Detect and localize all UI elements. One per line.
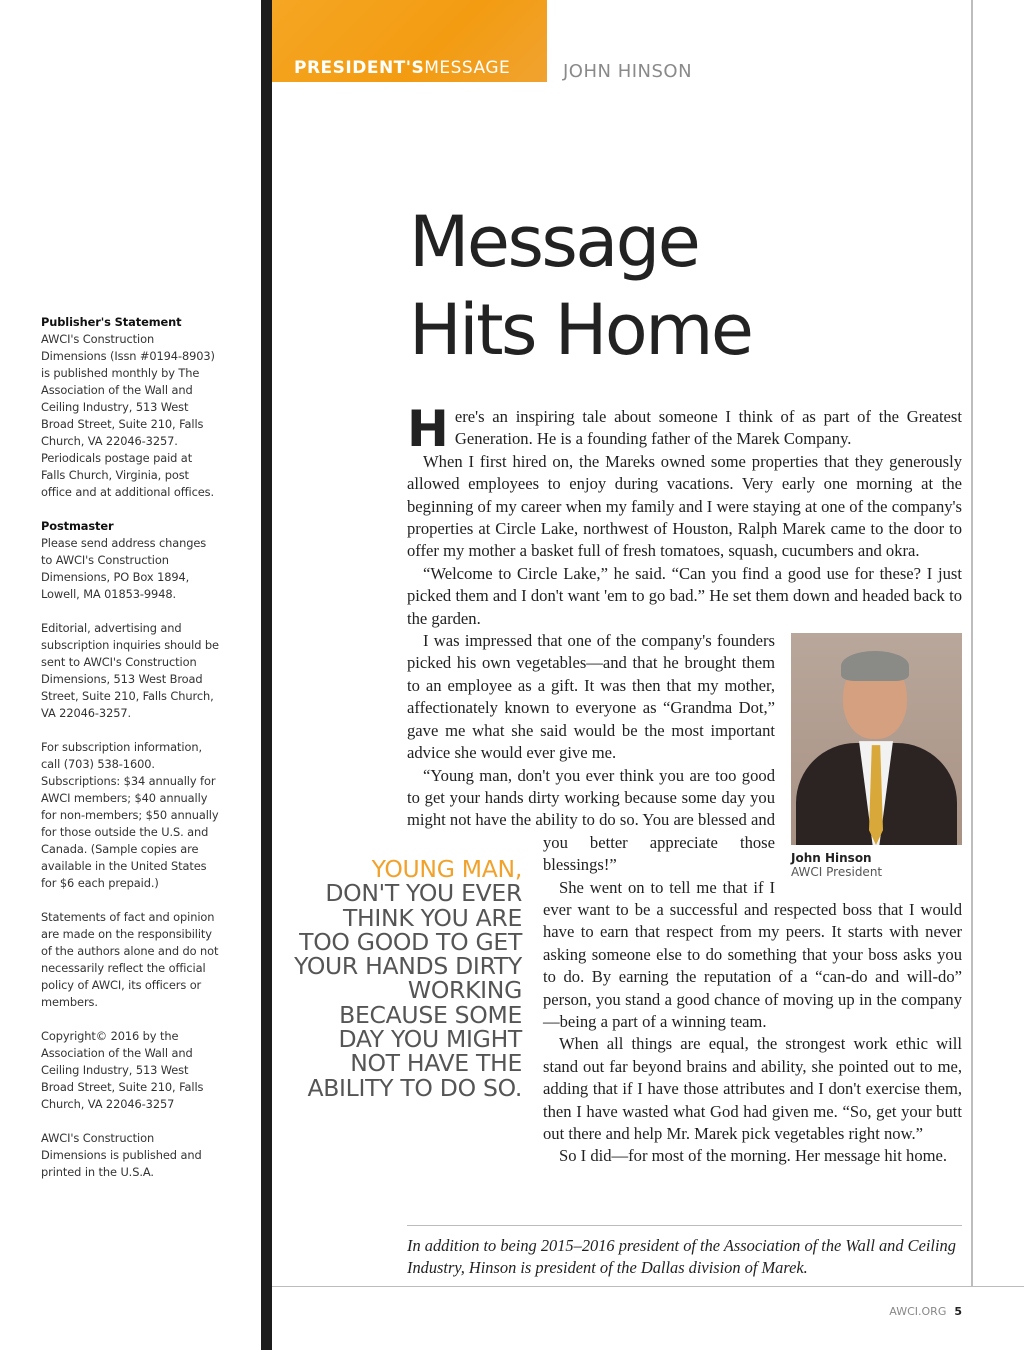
paragraph-3: “Welcome to Circle Lake,” he said. “Can you find a good use for these? I just picked them and I don't want 'em to go bad.” He set them down and headed back to the garden. [407, 563, 962, 628]
subscription-text: For subscription information, call (703) 538-1600. Subscriptions: $34 annually for AWCI members; $40 annually for non-members; $50 annually for those outside the U.S. and Canada. (Sample copies are available in the United States for $6 each prepaid.) [41, 740, 219, 890]
caption-name: John Hinson [791, 851, 872, 866]
statements-text: Statements of fact and opinion are made on the responsibility of the authors alone and do not necessarily reflect the official policy of AWCI, its officers or members. [41, 910, 219, 1009]
title-line-1: Message [409, 201, 699, 283]
paragraph-8: So I did—for most of the morning. Her message hit home. [559, 1146, 948, 1166]
photo-hair [841, 651, 909, 681]
footer-site: AWCI.ORG [889, 1305, 947, 1318]
editorial-text: Editorial, advertising and subscription inquiries should be sent to AWCI's Construction Dimensions, 513 West Broad Street, Suite 210, Falls Church, VA 22046-3257. [41, 621, 219, 720]
caption-role: AWCI President [791, 865, 883, 880]
publisher-text: AWCI's Construction Dimensions (Issn #0194-8903) is published monthly by The Association of the Wall and Ceiling Industry, 513 West Broad Street, Suite 210, Falls Church, VA 22046-3257. Periodicals postage paid at Falls Church, Virginia, post office and at additional offices. [41, 332, 215, 499]
footer-rule [272, 1286, 1024, 1287]
author-bio: In addition to being 2015–2016 president of the Association of the Wall and Ceiling Industry, Hinson is president of the Dallas division of Marek. [407, 1236, 956, 1278]
postmaster-heading: Postmaster [41, 519, 114, 533]
author-header: JOHN HINSON [563, 61, 693, 82]
paragraph-1 [407, 400, 962, 458]
copyright-text: Copyright© 2016 by the Association of the Wall and Ceiling Industry, 513 West Broad Street, Suite 210, Falls Church, VA 22046-3257 [41, 1029, 204, 1111]
paragraph-7: When all things are equal, the strongest work ethic will stand out far beyond brains and ability, she pointed out to me, adding that if I have those attributes and I don't exercise them, then I have wasted what God had given me. “So, get your butt out there and help Mr. Marek pick vegetables right now.” [543, 1034, 962, 1143]
vertical-rule [261, 0, 272, 1350]
paragraph-4: I was impressed that one of the company's founders picked his own vegetables—and that he brought them to an employee as a gift. It was then that my mother, affectionately known to everyone as “Grandma Dot,” gave me what she said would be the most important advice she would ever give me. [407, 631, 775, 763]
paragraph-1-text: ere's an inspiring tale about someone I think of as part of the Greatest Generation. He is a founding father of the Marek Company. [454, 407, 962, 449]
bio-divider [407, 1225, 962, 1226]
paragraph-6: She went on to tell me that if I ever want to be a successful and respected boss that I would have to earn that respect from my peers. It starts with never asking someone else to do something that your boss asks you to do. By earning the reputation of a “can-do and will-do” person, you stand a good chance of moving up in the company—being a part of a winning team. [543, 877, 962, 1031]
author-photo [791, 633, 962, 845]
postmaster-text: Please send address changes to AWCI's Construction Dimensions, PO Box 1894, Lowell, MA 01853-9948. [41, 536, 207, 601]
paragraph-2: When I first hired on, the Mareks owned some properties that they generously allowed employees to enjoy during vacations. Very early one morning at the beginning of my career when my family and I were staying at one of the company's properties at Circle Lake, northwest of Houston, Ralph Marek came to the door to offer my mother a basket full of fresh tomatoes, squash, cucumbers and okra. [407, 451, 962, 561]
postmaster-block [41, 518, 219, 603]
photo-caption [791, 851, 962, 879]
pull-quote-highlight: YOUNG MAN, [371, 855, 522, 883]
publisher-statement [41, 314, 219, 501]
article-title [409, 198, 949, 374]
page-footer [860, 1305, 962, 1318]
publisher-heading: Publisher's Statement [41, 315, 182, 329]
pull-quote [294, 857, 522, 1100]
right-rule [971, 0, 973, 1286]
section-label [294, 58, 510, 78]
drop-cap: H [407, 400, 449, 458]
section-label-light: MESSAGE [424, 58, 511, 78]
section-label-bold: PRESIDENT'S [294, 58, 425, 78]
paragraph-5-text: “Young man, don't you ever think you are too good to get your hands dirty working because some day you might not have the ability to do so. You are blessed and you better appreciate those blessings!” [407, 765, 775, 875]
title-line-2: Hits Home [409, 289, 752, 371]
pull-quote-rest: DON'T YOU EVER THINK YOU ARE TOO GOOD TO GET YOUR HANDS DIRTY WORKING BECAUSE SOME DAY YOU MIGHT NOT HAVE THE ABILITY TO DO SO. [294, 879, 522, 1102]
page-number: 5 [954, 1305, 962, 1318]
publisher-sidebar [41, 314, 219, 1198]
printed-text: AWCI's Construction Dimensions is published and printed in the U.S.A. [41, 1131, 202, 1179]
